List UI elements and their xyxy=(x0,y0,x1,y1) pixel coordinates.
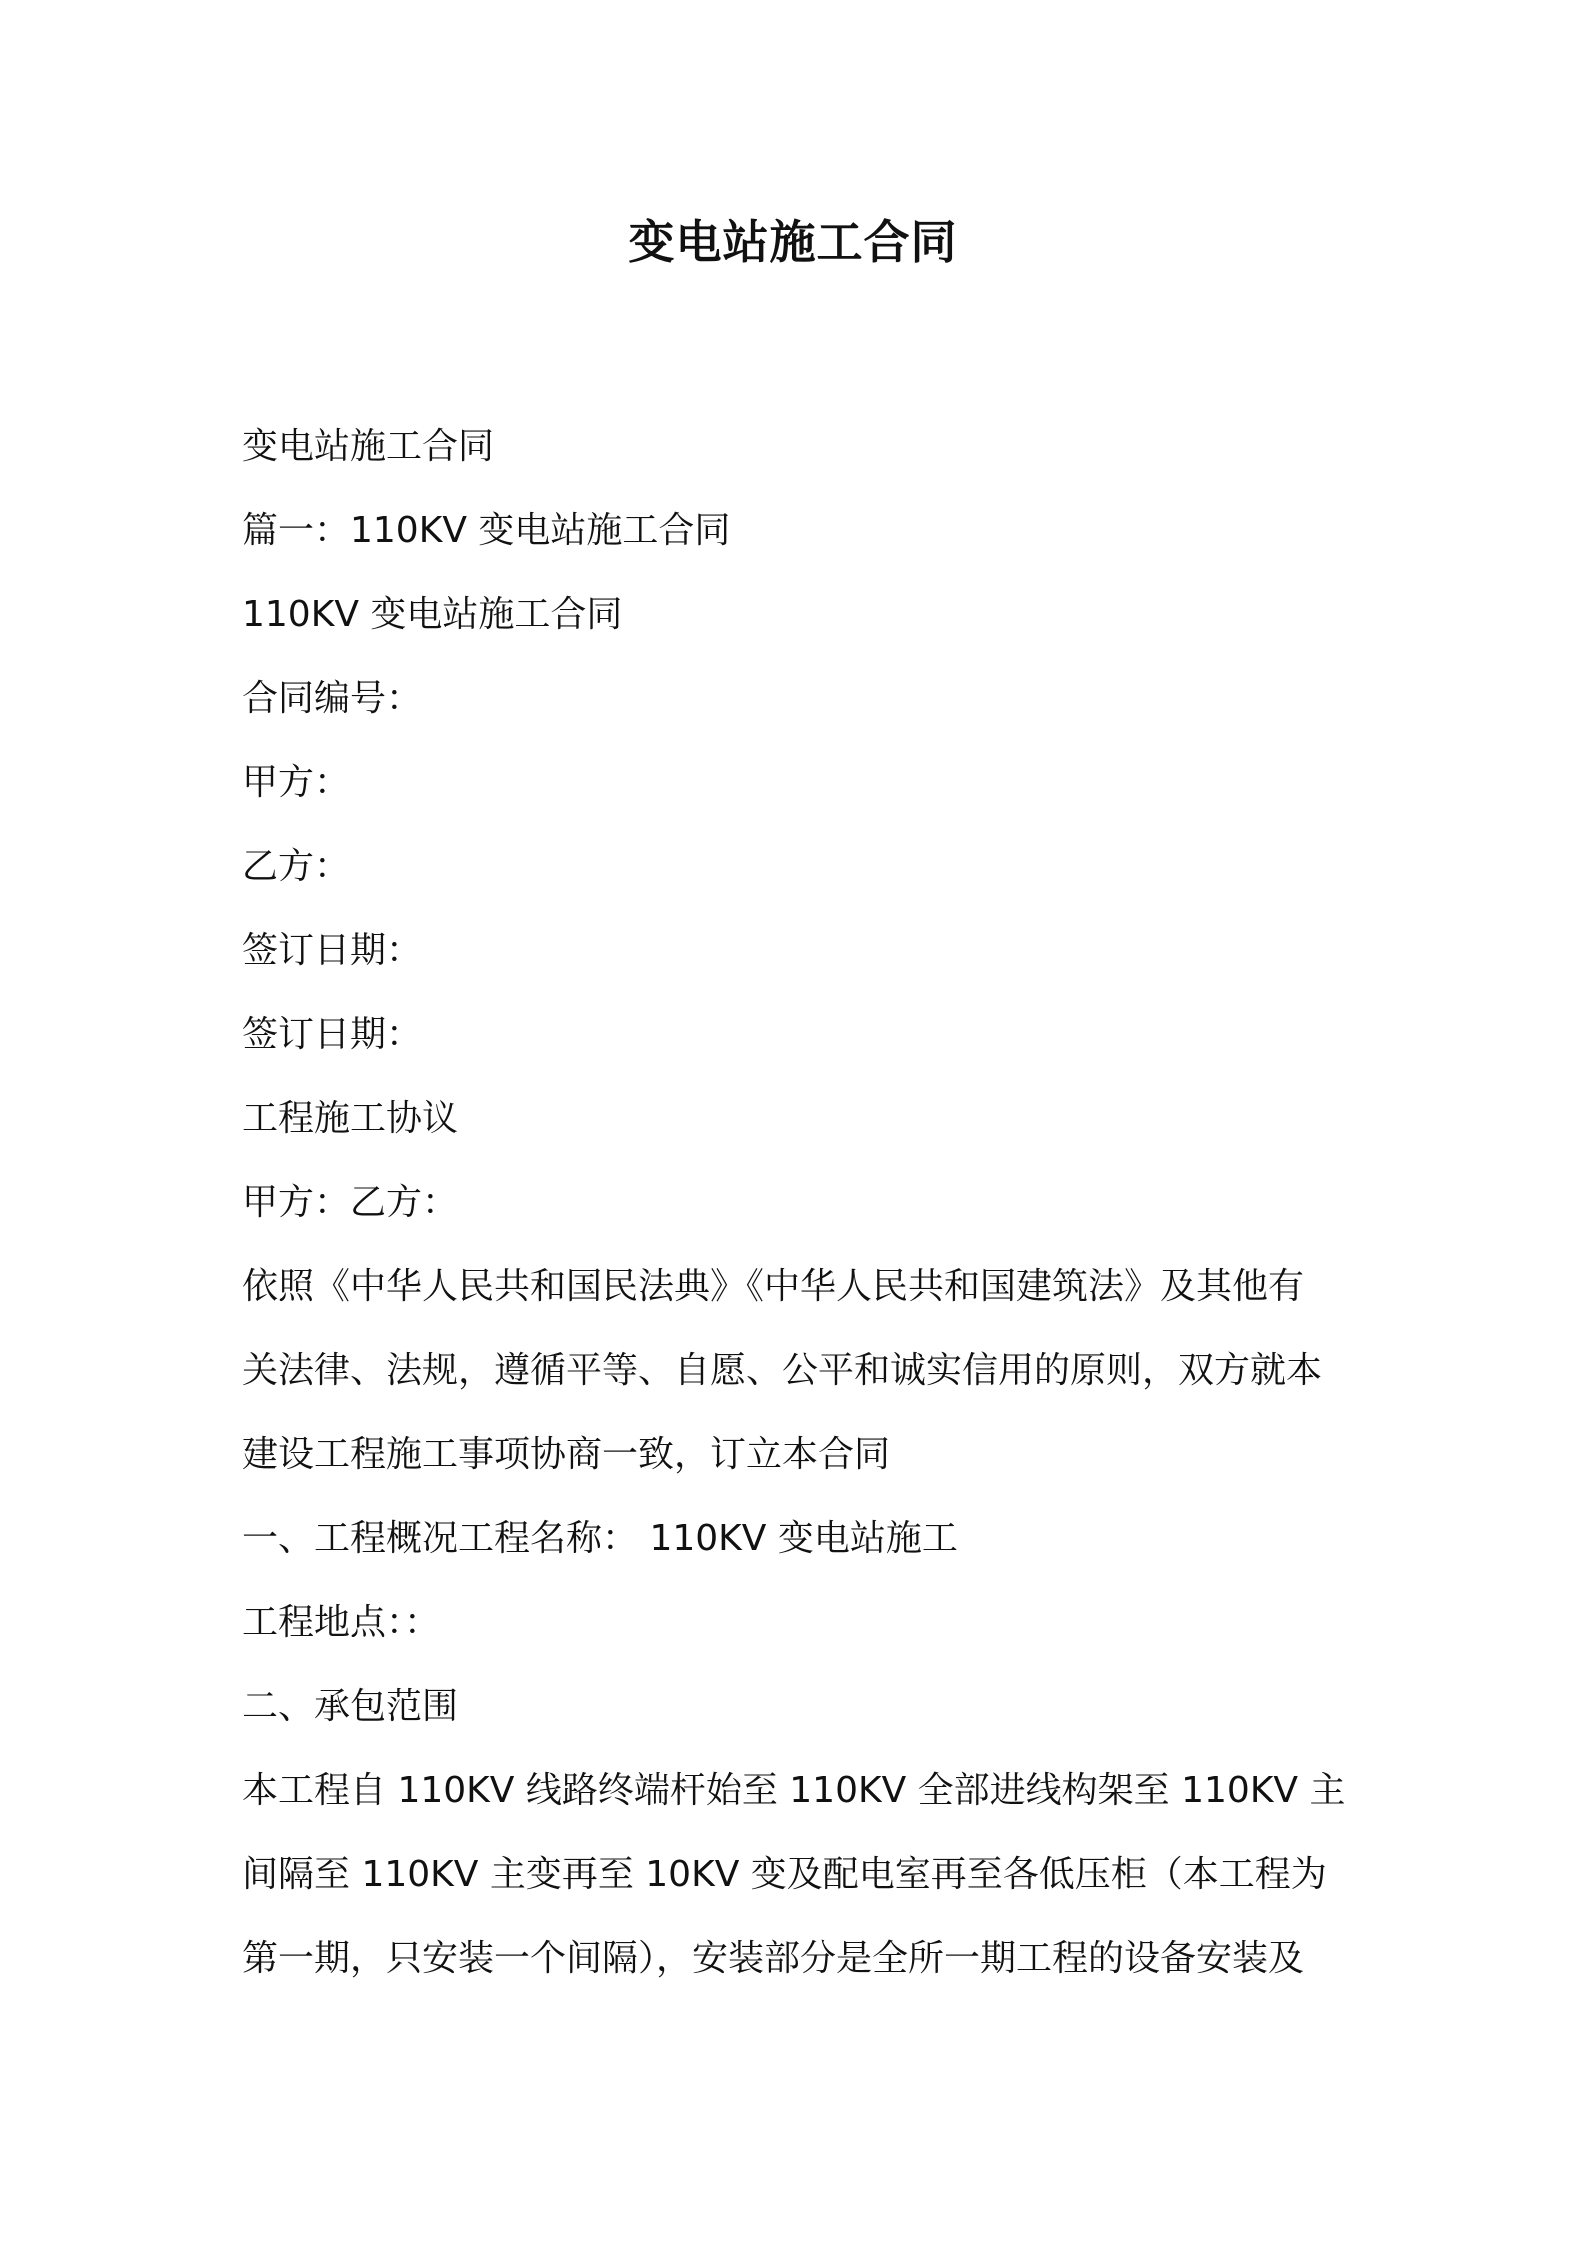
section-project-overview: 一、工程概况工程名称： 110KV 变电站施工 xyxy=(242,1518,958,1559)
line-parties: 甲方：乙方： xyxy=(242,1182,459,1223)
paragraph-legal-basis xyxy=(242,1245,1362,1497)
line-party-b: 乙方： xyxy=(242,846,351,887)
paragraph-line: 第一期，只安装一个间隔），安装部分是全所一期工程的设备安装及 xyxy=(242,1938,1305,1979)
line-project-location: 工程地点：： xyxy=(242,1602,441,1643)
paragraph-line: 建设工程施工事项协商一致，订立本合同 xyxy=(242,1434,891,1475)
section-contract-scope: 二、承包范围 xyxy=(242,1686,459,1727)
document-title: 变电站施工合同 xyxy=(628,215,958,269)
paragraph-line: 关法律、法规，遵循平等、自愿、公平和诚实信用的原则，双方就本 xyxy=(242,1350,1323,1391)
line-party-a: 甲方： xyxy=(242,762,351,803)
paragraph-scope xyxy=(242,1749,1362,2001)
line-agreement-heading: 工程施工协议 xyxy=(242,1098,459,1139)
document-body xyxy=(242,405,1362,2001)
line-sign-date: 签订日期： xyxy=(242,930,423,971)
line-contract-name: 110KV 变电站施工合同 xyxy=(242,594,623,635)
line-sign-date-repeat: 签订日期： xyxy=(242,1014,423,1055)
line-subtitle: 变电站施工合同 xyxy=(242,426,495,467)
paragraph-line: 本工程自 110KV 线路终端杆始至 110KV 全部进线构架至 110KV 主 xyxy=(242,1770,1346,1811)
paragraph-line: 间隔至 110KV 主变再至 10KV 变及配电室再至各低压柜（本工程为 xyxy=(242,1854,1327,1895)
paragraph-line: 依照《中华人民共和国民法典》《中华人民共和国建筑法》及其他有 xyxy=(242,1266,1305,1307)
line-chapter-one: 篇一：110KV 变电站施工合同 xyxy=(242,510,731,551)
line-contract-number: 合同编号： xyxy=(242,678,423,719)
